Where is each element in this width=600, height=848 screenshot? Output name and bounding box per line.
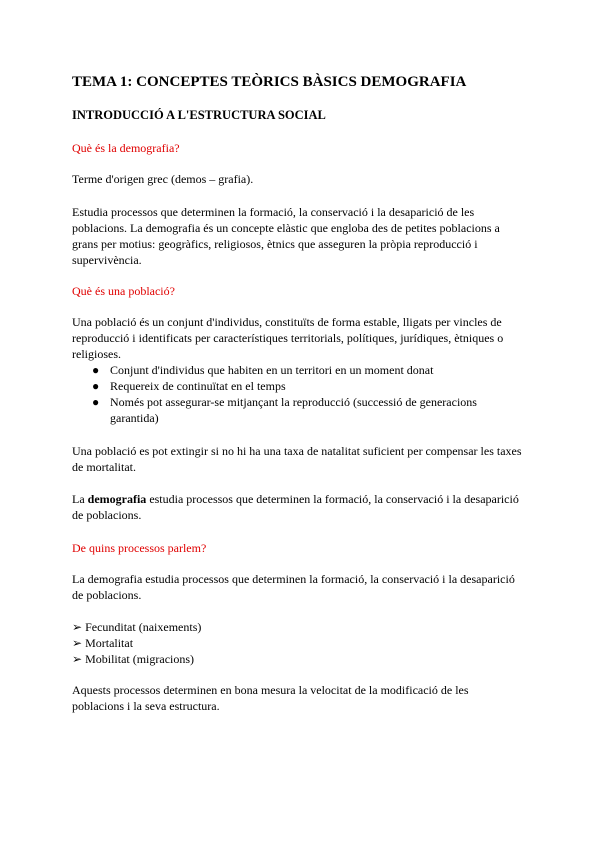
paragraph-origin: Terme d'origen grec (demos – grafia). <box>72 172 254 186</box>
paragraph-line: poblacions. La demografia és un concepte elàstic que engloba des de petites poblacions a <box>72 221 500 235</box>
paragraph-line: poblacions i la seva estructura. <box>72 699 220 713</box>
paragraph-processes <box>72 571 527 603</box>
list-item-text: Requereix de continuïtat en el temps <box>110 379 286 393</box>
list-item-text: Només pot assegurar-se mitjançant la reproducció (successió de generacions <box>110 395 477 409</box>
list-item-continuation <box>90 410 550 426</box>
arrow-bullet-icon: ➢ <box>72 620 83 634</box>
paragraph-line: de poblacions. <box>72 588 142 602</box>
paragraph-line: La demografia estudia processos que determinen la formació, la conservació i la desaparició <box>72 572 515 586</box>
list-item <box>72 619 201 635</box>
paragraph-population <box>72 314 527 362</box>
question-heading-population: Què és una població? <box>72 284 175 298</box>
list-item <box>90 378 550 394</box>
list-item-text: Conjunt d'individus que habiten en un territori en un moment donat <box>110 363 434 377</box>
paragraph-demography-bold <box>72 491 527 523</box>
bold-term: demografia <box>87 492 147 506</box>
paragraph-line: reproducció i identificats per característiques territorials, polítiques, jurídiques, ètniques o <box>72 331 504 345</box>
list-item <box>72 651 201 667</box>
paragraph-line <box>72 491 527 507</box>
arrow-bullet-icon: ➢ <box>72 636 83 650</box>
paragraph-line: religioses. <box>72 347 121 361</box>
paragraph-line: Una població és un conjunt d'individus, constituïts de forma estable, lligats per vincles de <box>72 315 502 329</box>
list-item-text: Mobilitat (migracions) <box>85 652 195 666</box>
list-item-text: Fecunditat (naixements) <box>85 620 202 634</box>
paragraph-line: supervivència. <box>72 253 142 267</box>
process-list <box>72 619 201 667</box>
list-item <box>90 394 550 410</box>
bullet-icon: ● <box>92 379 100 393</box>
bullet-icon: ● <box>92 363 100 377</box>
list-item <box>90 362 550 378</box>
paragraph-extinction <box>72 443 527 475</box>
document-title: TEMA 1: CONCEPTES TEÒRICS BÀSICS DEMOGRAFIA <box>72 74 467 90</box>
question-heading-demography: Què és la demografia? <box>72 141 180 155</box>
paragraph-line: Una població es pot extingir si no hi ha una taxa de natalitat suficient per compensar les taxes <box>72 444 522 458</box>
paragraph-line: Estudia processos que determinen la formació, la conservació i la desaparició de les <box>72 205 475 219</box>
list-item-text: garantida) <box>110 411 159 425</box>
paragraph-conclusion <box>72 682 527 714</box>
text-rest: estudia processos que determinen la formació, la conservació i la desaparició <box>146 492 519 506</box>
list-item <box>72 635 201 651</box>
paragraph-line: grans per motius: geogràfics, religiosos, ètnics que asseguren la pròpia reproducció i <box>72 237 478 251</box>
paragraph-definition <box>72 204 527 268</box>
section-heading: INTRODUCCIÓ A L'ESTRUCTURA SOCIAL <box>72 108 326 122</box>
paragraph-line: Aquests processos determinen en bona mesura la velocitat de la modificació de les <box>72 683 469 697</box>
bullet-icon: ● <box>92 395 100 409</box>
list-item-text: Mortalitat <box>85 636 134 650</box>
arrow-bullet-icon: ➢ <box>72 652 83 666</box>
paragraph-line: de poblacions. <box>72 508 142 522</box>
question-heading-processes: De quins processos parlem? <box>72 541 207 555</box>
paragraph-line: de mortalitat. <box>72 460 136 474</box>
text-prefix: La <box>72 492 88 506</box>
bullet-list <box>90 362 550 426</box>
